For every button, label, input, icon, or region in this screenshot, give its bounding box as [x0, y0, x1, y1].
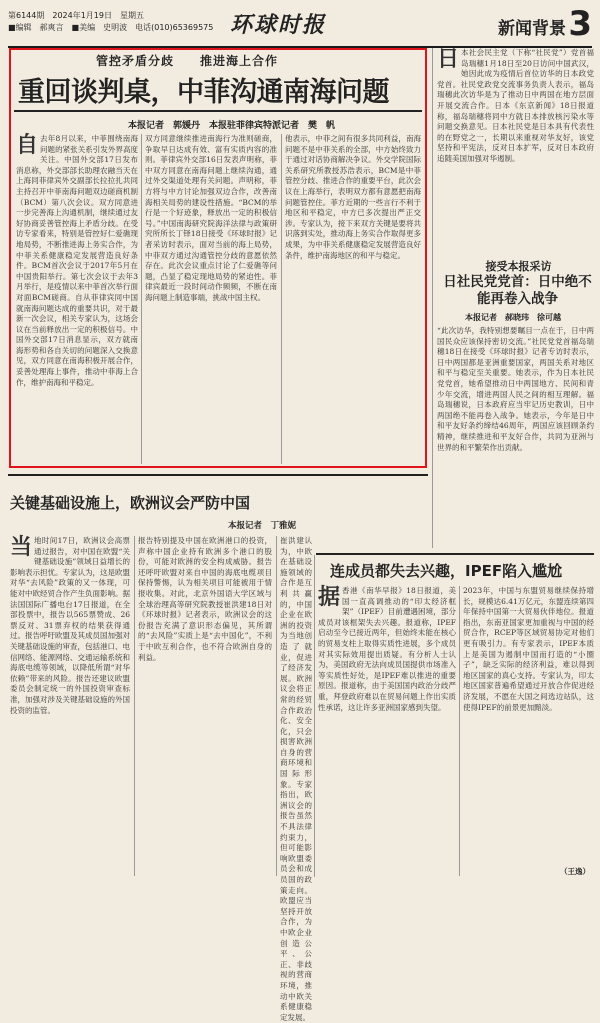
column-rule [134, 536, 135, 876]
newspaper-logo: 环球时报 [230, 13, 327, 38]
ipef-story-editor: （王逸） [560, 867, 590, 876]
eu-story-column-1 [10, 536, 130, 876]
headline-divider [14, 110, 422, 112]
main-story-dropcap: 自 [16, 132, 39, 158]
column-rule [314, 555, 315, 877]
side-story-intro [437, 48, 594, 248]
ipef-story-column-1 [318, 586, 456, 876]
editor-contact: ■编辑 郝爽言 ■美编 史明波 电话(010)65369575 [8, 23, 214, 32]
side-story-byline: 本报记者 郝晓玮 徐可越 [465, 312, 561, 322]
section-title: 新闻背景 [498, 19, 566, 39]
main-story-col1-text: 去年8月以来，中菲围绕南海问题的紧张关系引发外界高度关注。中国外交部17日发布消息称，外交部部长助理农融当天在上海同菲律宾外交副部长拉拉扎共同主持召开中菲南海问题双边磋商机制（BCM）第八次会议。双方同意进一步完善海上沟通机制，继续通过友好协商妥善管控海上矛盾分歧。在受访专家看来，特别是管控好仁爱礁现地局势，不断推进海上务实合作，为中菲关系健康稳定发展营造良好条件。BCM首次会议于2017年5月在中国贵阳举行。第七次会议于去年3月举行，是疫情以来中菲首次举行面对面BCM磋商。自从菲律宾同中国就南海问题达成的重要共识，对于最新一次会议，相关专家认为，这场会议在当前释放出一定的积极信号。中国外交部17日消息显示，双方就南海形势和各自关切的问题深入交换意见，双方同意在南海积极开展合作，妥善处理海上事件，推动中菲海上合作，维护南海和平稳定。 [16, 134, 138, 387]
main-story-column-3: 他表示，中菲之间有很多共同利益，南海问题不是中菲关系的全部，中方始终致力于通过对话协商解决争议。外交学院国际关系研究所教授苏浩表示，BCM是中菲管控分歧、推进合作的重要平台，此次会议在上海举行，表明双方都有意愿把南海问题管控住。菲方近期的一些言行不利于地区和平稳定，中方已多次提出严正交涉。专家认为，接下来双方关键是要将共识落到实处，推动海上务实合作取得更多成果，为中菲关系健康稳定发展营造良好条件，维护南海地区的和平与稳定。 [285, 134, 421, 260]
page-number: 3 [568, 4, 592, 44]
ipef-story-dropcap: 据 [318, 584, 341, 610]
main-story-kicker: 管控矛盾分歧 推进海上合作 [96, 54, 279, 68]
main-story-headline: 重回谈判桌，中菲沟通南海问题 [18, 77, 389, 108]
side-story-dropcap: 日 [437, 46, 460, 72]
side-story-kicker: 接受本报采访 [485, 260, 552, 273]
eu-story-column-3: 崔洪建认为，中欧在基础设施领域的合作是互利共赢的，中国企业在欧洲的投资为当地创造了就业，促进了经济发展。欧洲议会将正常的经贸合作政治化、安全化，只会损害欧洲自身的营商环境和国际形象。专家指出，欧洲议会的报告虽然不具法律约束力，但可能影响欧盟委员会和成员国的政策走向。欧盟应当坚持开放合作，为中欧企业创造公平、公正、非歧视的营商环境，推动中欧关系健康稳定发展。 [280, 536, 312, 1022]
column-rule [276, 536, 277, 876]
issue-date: 第6144期 2024年1月19日 星期五 [8, 11, 144, 20]
column-rule [459, 586, 460, 876]
ipef-story-col1-text: 香港《南华早报》18日报道，美国一直高调推动的“印太经济框架”（IPEF）目前遭遇困境，部分成员对该框架失去兴趣。报道称，IPEF启动至今已接近两年，但始终未能在核心的贸易支柱上取得实质性进展，多个成员对其实际效用提出质疑。有分析人士认为，美国政府无法向成员国提供市场准入等实质性好处，是IPEF难以推进的重要原因。报道称，由于美国国内政治分歧严重，拜登政府难以在贸易问题上作出实质性承诺，这让许多亚洲国家感到失望。 [318, 586, 456, 712]
eu-story-dropcap: 当 [10, 534, 33, 560]
main-story-byline: 本报记者 郭媛丹 本报驻菲律宾特派记者 樊 帆 [128, 121, 336, 131]
masthead [8, 6, 592, 48]
eu-story-byline: 本报记者 丁雅妮 [228, 521, 297, 531]
column-rule [281, 134, 282, 464]
main-story-column-2: 双方同意继续推进南海行为准则磋商，争取早日达成有效、富有实质内容的准则。菲律宾外交部16日发表声明称，菲中双方同意在南海问题上继续沟通，通过外交渠道处理有关问题。声明称，菲方将与中方讨论加强双边合作，改善南海相关局势的建设性措施。“BCM的举行是一个好迹象，释放出一定的积极信号。”中国南海研究院海洋法律与政策研究所所长丁铎18日接受《环球时报》记者采访时表示，面对当前的海上局势，中菲双方通过沟通管控分歧的意愿依然存在。此次会议重点讨论了仁爱礁等问题，凸显了稳定现地局势的紧迫性。菲律宾最近一段时间动作频频，不断在南海问题上制造事端，挑战中国主权。 [145, 134, 277, 302]
eu-story-col1-text: 地时间17日，欧洲议会高票通过报告，对中国在欧盟“关键基础设施”领域日益增长的影响表示担忧。专家认为，这是欧盟对华“去风险”政策的又一体现，可能对中欧经贸合作产生负面影响。据法国国际广播电台17日报道，在全部投票中，报告以565票赞成、26票反对、31票弃权的结果获得通过。报告呼吁欧盟及其成员国加强对关键基础设施的审查，包括港口、电信网络、能源网络、交通运输系统和海底电缆等领域，以降低所谓“对华依赖”带来的风险。报告还建议欧盟委员会制定统一的外国投资审查标准，加强对涉及关键基础设施的外国投资的监管。 [10, 536, 130, 715]
column-rule [432, 48, 433, 548]
eu-story-column-2: 报告特别提及中国在欧洲港口的投资，声称中国企业持有欧洲多个港口的股份，可能对欧洲的安全构成威胁。报告还呼吁欧盟对来自中国的海底电缆项目保持警惕，认为相关项目可能被用于情报收集。对此，北京外国语大学区域与全球治理高等研究院教授崔洪建18日对《环球时报》记者表示，欧洲议会的这份报告充满了意识形态偏见，其所谓的“去风险”实质上是“去中国化”，不利于中欧互利合作，也不符合欧洲自身的利益。 [138, 536, 272, 662]
issue-info [8, 10, 213, 34]
ipef-story-headline: 连成员都失去兴趣，IPEF陷入尴尬 [330, 562, 563, 580]
column-rule [141, 134, 142, 464]
section-divider [8, 474, 428, 476]
main-story-column-1 [16, 134, 138, 464]
ipef-story-column-2: 2023年，中国与东盟贸易继续保持增长，规模达6.41万亿元，东盟连续第四年保持中国第一大贸易伙伴地位。报道指出，东南亚国家更加重视与中国的经贸合作，RCEP等区域贸易协定对他们更有吸引力。有专家表示，IPEF本质上是美国为遏制中国而打造的“小圈子”，缺乏实际的经济利益，难以得到地区国家的真心支持。专家认为，印太地区国家普遍希望通过开放合作促进经济发展，不愿在大国之间选边站队，这使得IPEF的前景更加黯淡。 [463, 586, 594, 712]
side-story-headline: 日社民党党首：日中绝不能再卷入战争 [443, 274, 592, 307]
side-story-intro-text: 本社会民主党（下称“社民党”）党首福岛瑞穗1月18日至20日访问中国武汉，她因此成为疫情后首位访华的日本政党党首。社民党政党交流事务负责人表示，福岛瑞穗此次访华是为了推动日中两国在地方层面开展交流合作。日本《东京新闻》18日报道称，福岛瑞穗将同中方就日本排放核污染水等问题交换意见。日本社民党是日本具有代表性的在野党之一，长期以来重视对华友好，该党坚持和平宪法，反对日本扩军，反对日本政府追随美国加强对华遏制。 [437, 48, 594, 163]
eu-story-headline: 关键基础设施上，欧洲议会严防中国 [10, 494, 251, 512]
section-divider [316, 553, 594, 555]
side-story-body: “此次访华，我特别想要瞩目一点在于，日中两国民众应该保持密切交流。”社民党党首福岛瑞穗18日在接受《环球时报》记者专访时表示，日中两国都是亚洲重要国家，两国关系对地区和平与稳定至关重要。她表示，作为日本社民党党首，她希望推动日中两国地方、民间和青少年交流，增进两国人民之间的相互理解。福岛瑞穗说，日本政府应当牢记历史教训，日中两国绝不能再卷入战争。她表示，今年是日中和平友好条约缔结46周年，两国应该回顾条约精神，继续推进和平友好合作，共同为亚洲与世界的和平繁荣作出贡献。 [437, 326, 594, 452]
